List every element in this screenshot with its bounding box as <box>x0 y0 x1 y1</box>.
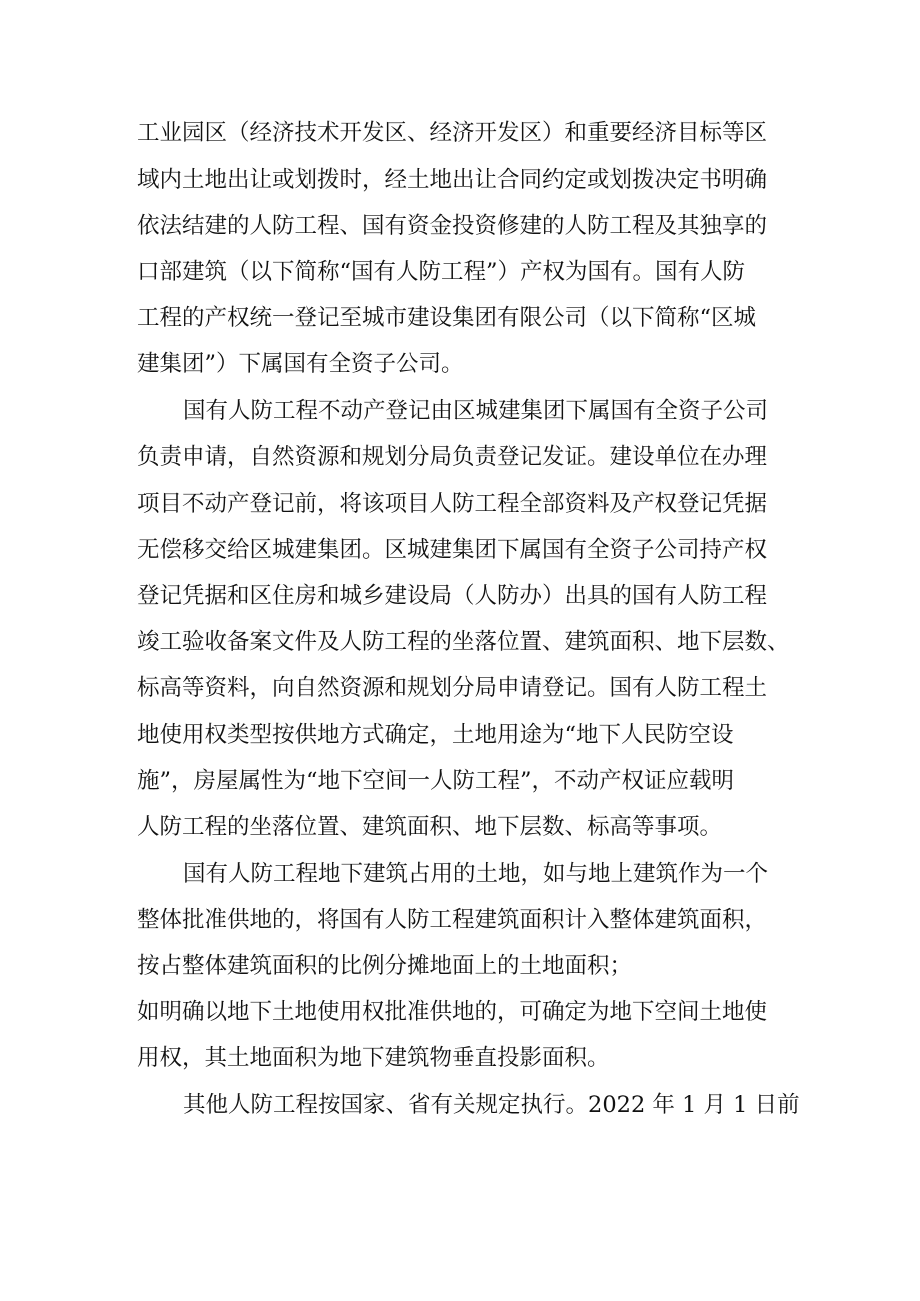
text-line: 人防工程的坐落位置、建筑面积、地下层数、标高等事项。 <box>137 814 723 840</box>
text-line: 标高等资料，向自然资源和规划分局申请登记。国有人防工程土 <box>137 675 768 701</box>
text-line: 地使用权类型按供地方式确定，土地用途为“地下人民防空设 <box>137 722 734 748</box>
text-line: 项目不动产登记前，将该项目人防工程全部资料及产权登记凭据 <box>137 491 768 517</box>
text-line: 工程的产权统一登记至城市建设集团有限公司（以下简称“区城 <box>137 305 757 331</box>
text-line: 竣工验收备案文件及人防工程的坐落位置、建筑面积、地下层数、 <box>137 629 790 655</box>
text-line: 整体批准供地的，将国有人防工程建筑面积计入整体建筑面积， <box>137 907 768 933</box>
paragraph-first-line: 国有人防工程地下建筑占用的土地，如与地上建筑作为一个 <box>183 861 769 887</box>
paragraph-first-line: 国有人防工程不动产登记由区城建集团下属国有全资子公司 <box>183 398 769 424</box>
text-line: 无偿移交给区城建集团。区城建集团下属国有全资子公司持产权 <box>137 537 768 563</box>
text-line: 登记凭据和区住房和城乡建设局（人防办）出具的国有人防工程 <box>137 583 768 609</box>
text-line: 如明确以地下土地使用权批准供地的，可确定为地下空间土地使 <box>137 999 768 1025</box>
text-line: 依法结建的人防工程、国有资金投资修建的人防工程及其独享的 <box>137 213 768 239</box>
text-line: 负责申请，自然资源和规划分局负责登记发证。建设单位在办理 <box>137 444 768 470</box>
text-line: 用权，其土地面积为地下建筑物垂直投影面积。 <box>137 1045 610 1071</box>
text-line: 口部建筑（以下简称“国有人防工程”）产权为国有。国有人防 <box>137 259 746 285</box>
text-line: 域内土地出让或划拨时，经土地出让合同约定或划拨决定书明确 <box>137 167 768 193</box>
text-line: 工业园区（经济技术开发区、经济开发区）和重要经济目标等区 <box>137 120 768 146</box>
text-line: 施”，房屋属性为“地下空间一人防工程”，不动产权证应载明 <box>137 768 735 794</box>
paragraph-first-line: 其他人防工程按国家、省有关规定执行。2022 年 1 月 1 日前 <box>183 1092 800 1118</box>
text-line: 按占整体建筑面积的比例分摊地面上的土地面积； <box>137 953 633 979</box>
text-line: 建集团”）下属国有全资子公司。 <box>137 351 464 377</box>
